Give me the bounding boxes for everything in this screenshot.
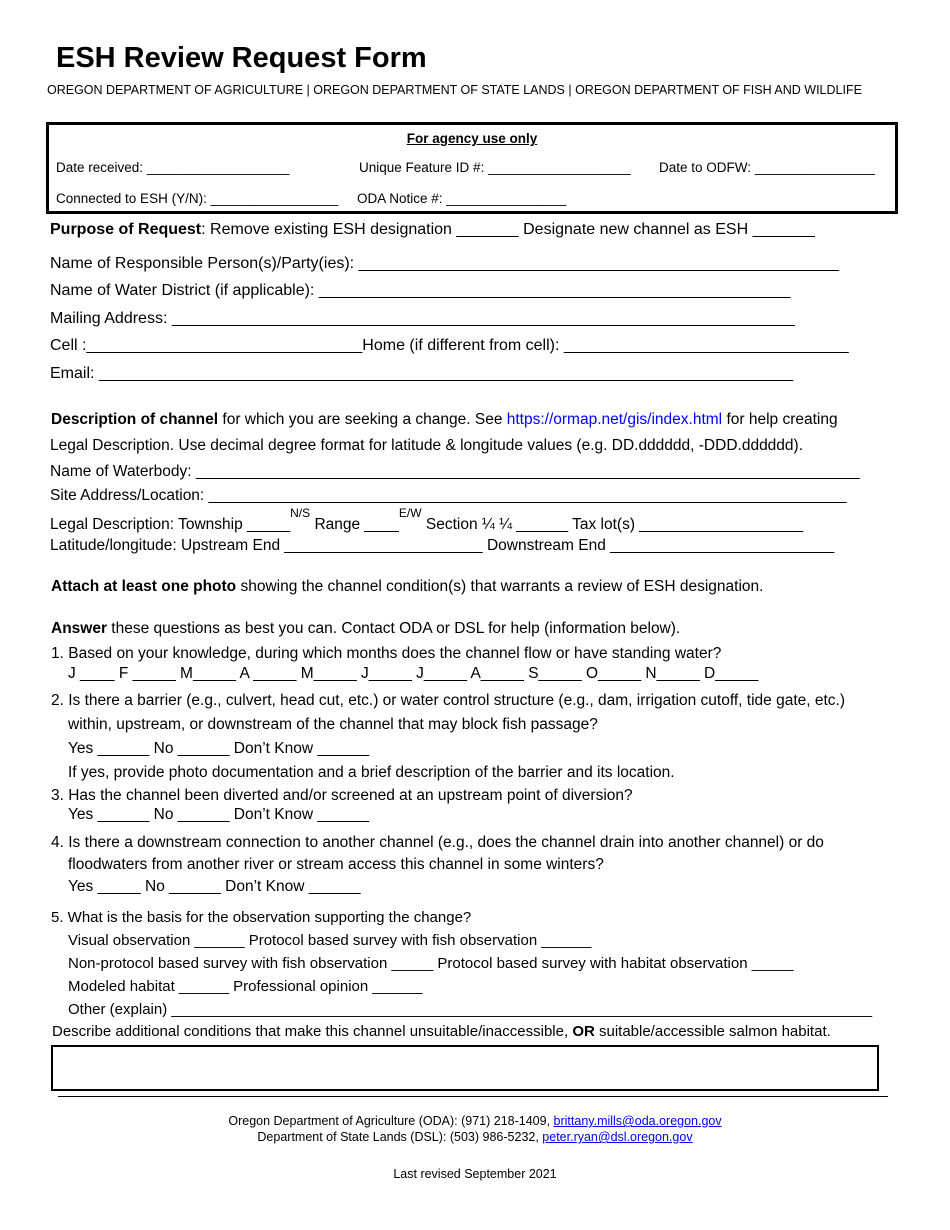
unique-feature-field[interactable]: Unique Feature ID #: ___________________ (359, 160, 631, 175)
question-3-answers[interactable]: Yes ______ No ______ Don’t Know ______ (68, 806, 370, 823)
oda-contact-text: Oregon Department of Agriculture (ODA): (971) 218-1409, (228, 1114, 554, 1128)
footer-divider (58, 1096, 888, 1097)
agency-use-box (46, 122, 898, 214)
question-2-line-2: within, upstream, or downstream of the channel that may block fish passage? (68, 716, 598, 733)
question-4: 4. Is there a downstream connection to another channel (e.g., does the channel drain into another channel) or do (51, 834, 824, 851)
responsible-party-field[interactable]: Name of Responsible Person(s)/Party(ies): ______________________________________________________ (50, 255, 840, 272)
additional-text: Describe additional conditions that make this channel unsuitable/inaccessible, (52, 1023, 573, 1040)
description-text: for which you are seeking a change. See (218, 411, 507, 428)
photo-text: showing the channel condition(s) that warrants a review of ESH designation. (236, 578, 764, 595)
connected-esh-field[interactable]: Connected to ESH (Y/N): _________________ (56, 191, 339, 206)
description-text-end: for help creating (722, 411, 838, 428)
ew-label: E/W (398, 506, 422, 520)
oda-contact (0, 1114, 950, 1128)
additional-conditions-textbox[interactable] (51, 1045, 879, 1091)
description-line-1 (51, 411, 838, 429)
question-5-option-1[interactable]: Visual observation ______ Protocol based survey with fish observation ______ (68, 932, 592, 949)
photo-instruction (51, 578, 763, 596)
township-blank: Legal Description: Township _____ (50, 516, 291, 534)
oda-email-link[interactable]: brittany.mills@oda.oregon.gov (553, 1114, 722, 1128)
question-5: 5. What is the basis for the observation supporting the change? (51, 909, 472, 926)
question-3: 3. Has the channel been diverted and/or screened at an upstream point of diversion? (51, 787, 633, 804)
waterbody-field[interactable]: Name of Waterbody: _____________________________________________________________________________ (50, 463, 860, 480)
additional-text-end: suitable/accessible salmon habitat. (594, 1023, 831, 1040)
description-label: Description of channel (51, 411, 219, 428)
question-2: 2. Is there a barrier (e.g., culvert, head cut, etc.) or water control structure (e.g., dam, irrigation cutoff, tide gate, etc.) (51, 692, 846, 709)
oda-notice-field[interactable]: ODA Notice #: ________________ (357, 191, 567, 206)
additional-conditions-label (52, 1023, 831, 1040)
dsl-contact (0, 1130, 950, 1144)
purpose-of-request[interactable] (50, 221, 815, 239)
water-district-field[interactable]: Name of Water District (if applicable): _____________________________________________________ (50, 282, 791, 299)
month-blanks[interactable]: J ____ F _____ M_____ A _____ M_____ J_____ J_____ A_____ S_____ O_____ N_____ D_____ (68, 665, 759, 682)
question-2-note: If yes, provide photo documentation and a brief description of the barrier and its location. (68, 764, 675, 781)
ns-label: N/S (290, 506, 311, 520)
last-revised: Last revised September 2021 (393, 1167, 557, 1181)
legal-description-field[interactable] (50, 506, 804, 534)
answer-instruction (51, 620, 680, 638)
question-5-option-3[interactable]: Modeled habitat ______ Professional opinion ______ (68, 978, 423, 995)
page-title: ESH Review Request Form (56, 42, 427, 74)
or-label: OR (572, 1023, 595, 1040)
agency-box-header: For agency use only (406, 131, 538, 146)
description-line-2: Legal Description. Use decimal degree format for latitude & longitude values (e.g. DD.dddddd, -DDD.dddddd). (50, 437, 804, 454)
question-4-answers[interactable]: Yes _____ No ______ Don’t Know ______ (68, 878, 361, 895)
range-blank: Range ____ (310, 516, 399, 534)
answer-text: these questions as best you can. Contact ODA or DSL for help (information below). (107, 620, 681, 637)
date-to-odfw-field[interactable]: Date to ODFW: ________________ (659, 160, 875, 175)
question-2-answers[interactable]: Yes ______ No ______ Don’t Know ______ (68, 740, 370, 757)
latlong-field[interactable]: Latitude/longitude: Upstream End _______________________ Downstream End __________________________ (50, 537, 835, 554)
question-1: 1. Based on your knowledge, during which months does the channel flow or have standing water? (51, 645, 722, 662)
photo-label: Attach at least one photo (51, 578, 237, 595)
email-field[interactable]: Email: ______________________________________________________________________________ (50, 365, 793, 382)
dsl-email-link[interactable]: peter.ryan@dsl.oregon.gov (542, 1130, 693, 1144)
purpose-options: : Remove existing ESH designation _______ Designate new channel as ESH _______ (201, 221, 815, 238)
mailing-address-field[interactable]: Mailing Address: ______________________________________________________________________ (50, 310, 795, 327)
purpose-label: Purpose of Request (50, 221, 202, 238)
agencies-line: OREGON DEPARTMENT OF AGRICULTURE | OREGON DEPARTMENT OF STATE LANDS | OREGON DEPARTMENT OF FISH AND WILDLIFE (47, 83, 862, 97)
site-address-field[interactable]: Site Address/Location: __________________________________________________________________________ (50, 487, 847, 504)
question-5-other[interactable]: Other (explain) ____________________________________________________________________________________ (68, 1001, 873, 1018)
ormap-link[interactable]: https://ormap.net/gis/index.html (506, 411, 723, 428)
section-taxlot-blank: Section ¼ ¼ ______ Tax lot(s) ___________________ (421, 516, 804, 534)
question-4-line-2: floodwaters from another river or stream access this channel in some winters? (68, 856, 604, 873)
answer-label: Answer (51, 620, 107, 637)
question-5-option-2[interactable]: Non-protocol based survey with fish observation _____ Protocol based survey with habitat observation _____ (68, 955, 794, 972)
date-received-field[interactable]: Date received: ___________________ (56, 160, 290, 175)
cell-home-field[interactable]: Cell :_______________________________Home (if different from cell): ________________________________ (50, 337, 849, 354)
dsl-contact-text: Department of State Lands (DSL): (503) 986-5232, (257, 1130, 543, 1144)
